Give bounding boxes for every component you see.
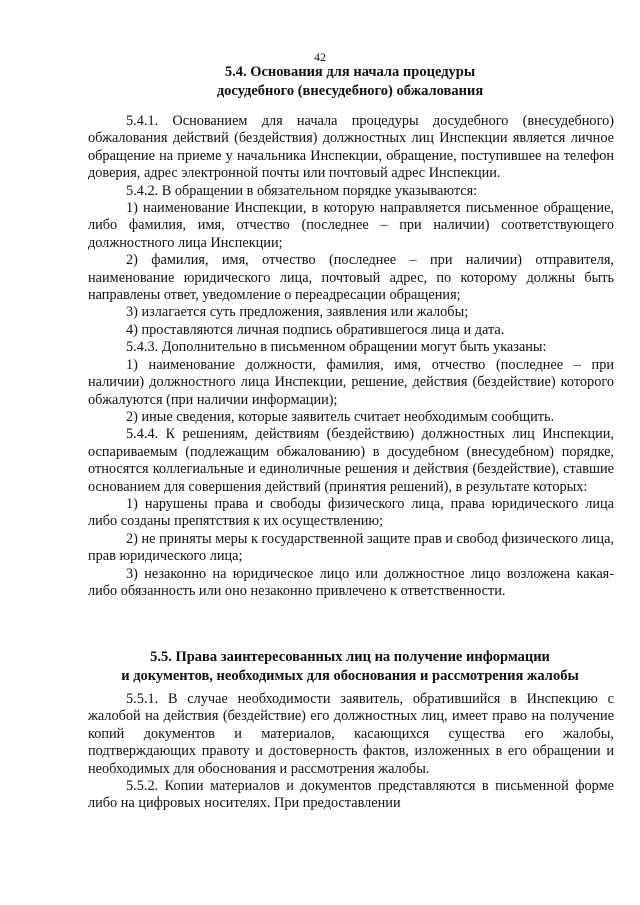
section-5-4-body [88, 113, 614, 600]
section-5-5-body [88, 691, 614, 813]
paragraph: 1) наименование Инспекции, в которую направляется письменное обращение, либо фамилия, имя, отчество (последнее – при наличии) соответствующего должностного лица Инспекции; [88, 200, 614, 251]
paragraph: 5.5.2. Копии материалов и документов представляются в письменной форме либо на цифровых носителях. При предоставлении [88, 778, 614, 812]
paragraph: 5.5.1. В случае необходимости заявитель, обратившийся в Инспекцию с жалобой на действия (бездействие) его должностных лиц, имеет право на получение копий документов и материалов, касающихся существа его жалобы, подтверждающих правоту и достоверность фактов, изложенных в его обращении и необходимых для обоснования и рассмотрения жалобы. [88, 691, 614, 777]
paragraph: 3) излагается суть предложения, заявления или жалобы; [126, 304, 469, 321]
paragraph: 5.4.2. В обращении в обязательном порядке указываются: [126, 182, 478, 199]
paragraph: 5.4.1. Основанием для начала процедуры досудебного (внесудебного) обжалования действий (бездействия) должностных лиц Инспекции является личное обращение на приеме у начальника Инспекции, обращение, поступившее на телефон доверия, адрес электронной почты или почтовый адрес Инспекции. [88, 113, 614, 182]
paragraph: 2) фамилия, имя, отчество (последнее – при наличии) отправителя, наименование юридического лица, почтовый адрес, по которому должны быть направлены ответ, уведомление о переадресации обращения; [88, 252, 614, 304]
paragraph: 4) проставляются личная подпись обратившегося лица и дата. [126, 321, 505, 338]
paragraph: 3) незаконно на юридическое лицо или должностное лицо возложена какая-либо обязанность или оно незаконно привлечено к ответственности. [88, 565, 614, 599]
section-5-5-title-line-1: 5.5. Права заинтересованных лиц на получение информации [150, 649, 550, 665]
section-5-4-heading [80, 63, 620, 101]
section-5-4-title-line-1: 5.4. Основания для начала процедуры [224, 64, 476, 80]
paragraph: 1) нарушены права и свободы физического лица, права юридического лица либо созданы препятствия к их осуществлению; [88, 495, 614, 530]
paragraph: 2) не приняты меры к государственной защите прав и свобод физического лица, прав юридического лица; [88, 530, 614, 565]
paragraph: 5.4.3. Дополнительно в письменном обращении могут быть указаны: [126, 339, 547, 356]
page-number: 42 [314, 50, 326, 64]
section-5-4-title-line-2: досудебного (внесудебного) обжалования [216, 83, 484, 99]
paragraph: 2) иные сведения, которые заявитель считает необходимым сообщить. [126, 408, 555, 425]
section-5-5-heading [80, 648, 620, 686]
paragraph: 1) наименование должности, фамилия, имя, отчество (последнее – при наличии) должностного лица Инспекции, решение, действия (бездействие) которого обжалуются (при наличии информации); [88, 356, 614, 408]
section-5-5-title-line-2: и документов, необходимых для обоснования и рассмотрения жалобы [121, 668, 579, 684]
paragraph: 5.4.4. К решениям, действиям (бездействию) должностных лиц Инспекции, оспариваемым (подлежащим обжалованию) в досудебном (внесудебном) порядке, относятся коллегиальные и единоличные решения и действия (бездействие), ставшие основанием для совершения действий (принятия решений), в результате которых: [88, 426, 614, 495]
